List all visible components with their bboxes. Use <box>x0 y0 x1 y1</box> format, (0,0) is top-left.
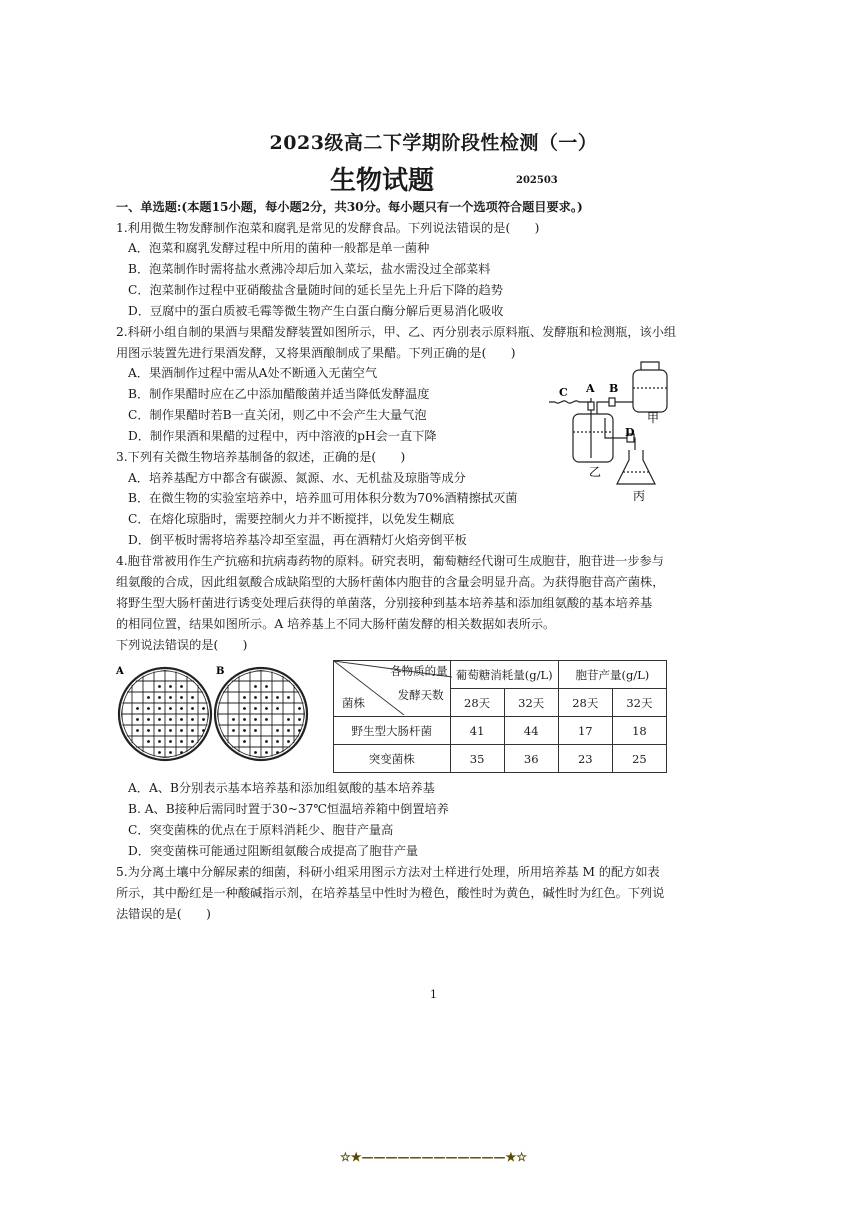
colony-dot <box>180 696 183 699</box>
colony-dot <box>287 696 290 699</box>
plate-a-label: A <box>116 666 124 677</box>
q2-option-d: D．制作果酒和果醋的过程中，丙中溶液的pH会一直下降 <box>128 429 437 443</box>
q1-option-a: A．泡菜和腐乳发酵过程中所用的菌种一般都是单一菌种 <box>128 241 430 255</box>
q5-stem-1: 5.为分离土壤中分解尿素的细菌，科研小组采用图示方法对土样进行处理，所用培养基 M 的配方如表 <box>116 865 660 879</box>
colony-dot <box>191 696 194 699</box>
colony-dot <box>243 696 246 699</box>
header-day: 32天 <box>504 689 558 717</box>
colony-dot <box>158 685 161 688</box>
colony-dot <box>243 718 246 721</box>
colony-dot <box>202 729 205 732</box>
fermentation-apparatus-figure <box>545 358 680 508</box>
colony-dot <box>158 729 161 732</box>
corner-top-label: 各物质的量 <box>390 664 448 678</box>
q4-stem-1: 4.胞苷常被用作生产抗癌和抗病毒药物的原料。研究表明，葡萄糖经代谢可生成胞苷，胞苷进一步参与 <box>116 554 664 568</box>
colony-dot <box>276 696 279 699</box>
colony-dot <box>254 751 257 754</box>
label-jia: 甲 <box>647 411 660 425</box>
colony-dot <box>158 740 161 743</box>
q4-option-c: C．突变菌株的优点在于原料消耗少、胞苷产量高 <box>128 823 394 837</box>
q3-stem: 3.下列有关微生物培养基制备的叙述，正确的是( ) <box>116 450 406 464</box>
colony-dot <box>265 685 268 688</box>
colony-dot <box>180 751 183 754</box>
q3-option-b: B．在微生物的实验室培养中，培养皿可用体积分数为70%酒精擦拭灭菌 <box>128 491 518 505</box>
corner-mid-label: 发酵天数 <box>397 688 444 702</box>
page-number: 1 <box>430 988 437 1001</box>
q2-stem-1: 2.科研小组自制的果酒与果醋发酵装置如图所示，甲、乙、丙分别表示原料瓶、发酵瓶和检测瓶，该小组 <box>116 325 677 339</box>
q3-option-d: D．倒平板时需将培养基冷却至室温，再在酒精灯火焰旁倒平板 <box>128 533 467 547</box>
subject-title: 生物试题 <box>330 166 435 196</box>
valve-a <box>588 402 594 410</box>
q5-stem-3: 法错误的是( ) <box>116 907 211 921</box>
q3-option-a: A．培养基配方中都含有碳源、氮源、水、无机盐及琼脂等成分 <box>128 471 466 485</box>
colony-dot <box>180 718 183 721</box>
bottle-jia <box>633 370 667 412</box>
colony-dot <box>243 740 246 743</box>
table-cell: 35 <box>450 745 504 773</box>
colony-dot <box>169 685 172 688</box>
colony-dot <box>136 718 139 721</box>
colony-dot <box>147 707 150 710</box>
colony-dot <box>265 696 268 699</box>
colony-dot <box>276 751 279 754</box>
row-strain-name: 野生型大肠杆菌 <box>334 717 451 745</box>
q4-stem-4: 的相同位置，结果如图所示。A 培养基上不同大肠杆菌发酵的相关数据如表所示。 <box>116 617 556 631</box>
plate-b-grid <box>211 664 311 762</box>
colony-dot <box>265 707 268 710</box>
colony-dot <box>169 696 172 699</box>
label-c: C <box>559 386 568 399</box>
colony-dot <box>147 718 150 721</box>
q4-option-d: D．突变菌株可能通过阻断组氨酸合成提高了胞苷产量 <box>128 844 419 858</box>
colony-dot <box>169 707 172 710</box>
colony-dot <box>265 751 268 754</box>
colony-dot <box>287 729 290 732</box>
q4-option-b: B. A、B接种后需同时置于30~37℃恒温培养箱中倒置培养 <box>128 802 449 816</box>
corner-left-label: 菌株 <box>342 696 365 710</box>
colony-dot <box>169 729 172 732</box>
colony-dot <box>169 751 172 754</box>
colony-dot <box>169 740 172 743</box>
q4-stem-3: 将野生型大肠杆菌进行诱变处理后获得的单菌落，分别接种到基本培养基和添加组氨酸的基本培养基 <box>116 596 653 610</box>
colony-dot <box>287 718 290 721</box>
table-cell: 18 <box>612 717 666 745</box>
colony-dot <box>276 740 279 743</box>
colony-dot <box>191 729 194 732</box>
q1-stem: 1.利用微生物发酵制作泡菜和腐乳是常见的发酵食品。下列说法错误的是( ) <box>116 221 540 235</box>
colony-dot <box>298 707 301 710</box>
exam-code: 202503 <box>516 175 558 186</box>
table-cell: 17 <box>558 717 612 745</box>
colony-dot <box>191 740 194 743</box>
q3-option-c: C．在熔化琼脂时，需要控制火力并不断搅拌，以免发生糊底 <box>128 512 455 526</box>
table-corner-cell <box>334 661 451 717</box>
colony-dot <box>158 707 161 710</box>
plate-a-colonies <box>136 685 205 754</box>
colony-dot <box>276 707 279 710</box>
colony-dot <box>298 729 301 732</box>
table-cell: 41 <box>450 717 504 745</box>
header-glucose: 葡萄糖消耗量(g/L) <box>450 661 558 689</box>
header-cytidine: 胞苷产量(g/L) <box>558 661 666 689</box>
colony-dot <box>191 718 194 721</box>
colony-dot <box>180 740 183 743</box>
colony-dot <box>136 729 139 732</box>
colony-dot <box>158 751 161 754</box>
table-cell: 36 <box>504 745 558 773</box>
header-day: 28天 <box>450 689 504 717</box>
colony-dot <box>243 729 246 732</box>
colony-dot <box>169 718 172 721</box>
colony-dot <box>287 740 290 743</box>
row-strain-name: 突变菌株 <box>334 745 451 773</box>
colony-dot <box>254 696 257 699</box>
q2-option-b: B．制作果醋时应在乙中添加醋酸菌并适当降低发酵温度 <box>128 387 430 401</box>
colony-dot <box>202 718 205 721</box>
q2-stem-2: 用图示装置先进行果酒发酵，又将果酒酿制成了果醋。下列正确的是( ) <box>116 346 516 360</box>
petri-plates-figure <box>112 662 322 762</box>
label-yi: 乙 <box>589 465 602 479</box>
label-a: A <box>586 382 595 395</box>
q4-option-a: A．A、B分别表示基本培养基和添加组氨酸的基本培养基 <box>128 781 435 795</box>
colony-dot <box>202 707 205 710</box>
footer-decoration: ☆★————————————★☆ <box>339 1150 528 1164</box>
colony-dot <box>191 707 194 710</box>
q2-option-c: C．制作果醋时若B一直关闭，则乙中不会产生大量气泡 <box>128 408 427 422</box>
q4-stem-5: 下列说法错误的是( ) <box>116 638 248 652</box>
plate-a-grid <box>115 664 215 762</box>
colony-dot <box>254 685 257 688</box>
colony-dot <box>254 729 257 732</box>
valve-b <box>609 398 615 406</box>
label-bing: 丙 <box>633 489 646 503</box>
label-b: B <box>609 382 619 395</box>
section-heading: 一、单选题:(本题15小题，每小题2分，共30分。每小题只有一个选项符合题目要求。) <box>116 200 583 214</box>
colony-dot <box>158 696 161 699</box>
colony-dot <box>265 718 268 721</box>
colony-dot <box>147 729 150 732</box>
colony-dot <box>180 729 183 732</box>
colony-dot <box>243 707 246 710</box>
q2-option-a: A．果酒制作过程中需从A处不断通入无菌空气 <box>128 366 378 380</box>
plate-b-label: B <box>216 666 225 677</box>
table-cell: 23 <box>558 745 612 773</box>
header-day: 32天 <box>612 689 666 717</box>
q5-stem-2: 所示，其中酚红是一种酸碱指示剂，在培养基呈中性时为橙色，酸性时为黄色，碱性时为红色。下列说 <box>116 886 665 900</box>
plate-b-colonies <box>232 685 301 754</box>
flask-bing <box>617 450 655 484</box>
colony-dot <box>254 707 257 710</box>
colony-dot <box>298 718 301 721</box>
colony-dot <box>180 707 183 710</box>
colony-dot <box>232 718 235 721</box>
colony-dot <box>136 707 139 710</box>
colony-dot <box>276 729 279 732</box>
table-cell: 44 <box>504 717 558 745</box>
exam-title: 2023级高二下学期阶段性检测（一） <box>269 132 598 154</box>
table-cell: 25 <box>612 745 666 773</box>
colony-dot <box>232 729 235 732</box>
colony-dot <box>180 685 183 688</box>
header-day: 28天 <box>558 689 612 717</box>
colony-dot <box>254 718 257 721</box>
q4-stem-2: 组氨酸的合成，因此组氨酸合成缺陷型的大肠杆菌体内胞苷的含量会明显升高。为获得胞苷高产菌株， <box>116 575 665 589</box>
colony-dot <box>158 718 161 721</box>
colony-dot <box>147 740 150 743</box>
q1-option-d: D．豆腐中的蛋白质被毛霉等微生物产生白蛋白酶分解后更易消化吸收 <box>128 304 504 318</box>
colony-dot <box>147 696 150 699</box>
table-row <box>334 717 667 745</box>
colony-dot <box>265 740 268 743</box>
fermentation-data-table <box>333 660 667 773</box>
q1-option-b: B．泡菜制作时需将盐水煮沸冷却后加入菜坛，盐水需没过全部菜料 <box>128 262 491 276</box>
label-d: D <box>625 426 635 439</box>
q1-option-c: C．泡菜制作过程中亚硝酸盐含量随时间的延长呈先上升后下降的趋势 <box>128 283 503 297</box>
table-row <box>334 745 667 773</box>
